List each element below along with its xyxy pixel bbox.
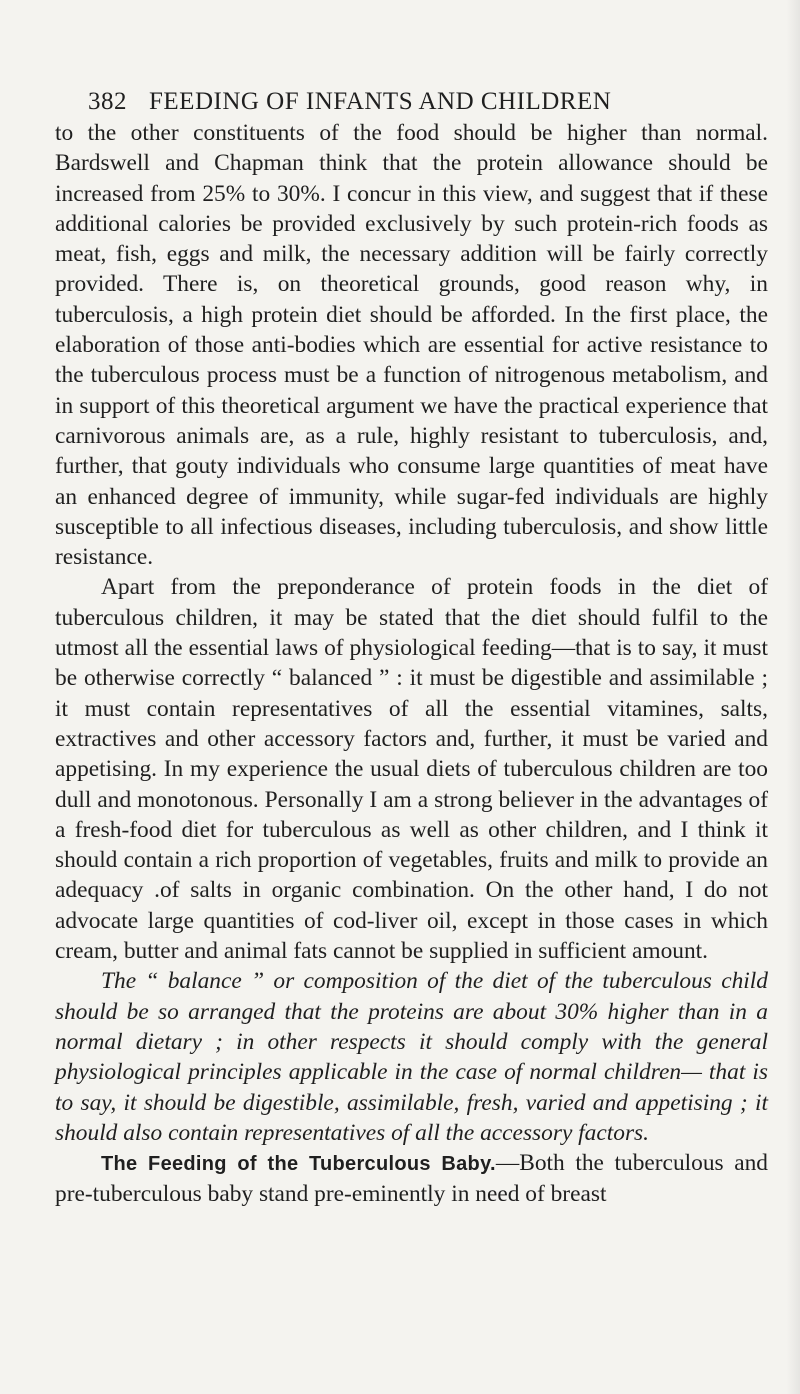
running-title: FEEDING OF INFANTS AND CHILDREN bbox=[149, 88, 612, 115]
paragraph-diet-laws: Apart from the preponderance of protein foods in the diet of tuberculous children, it may be stated that the diet should fulfil to the utmost all the essential laws of physiological feeding—that is to say, it must be otherwise correctly “ balanced ” : it must be digestible and assimilable ; it must contain representatives of all the essential vitamines, salts, extractives and other accessory factors and, further, it must be varied and appetising. In my experience the usual diets of tuberculous children are too dull and monotonous. Personally I am a strong believer in the advantages of a fresh-food diet for tuberculous as well as other children, and I think it should contain a rich proportion of vegetables, fruits and milk to provide an adequacy .of salts in organic combination. On the other hand, I do not advocate large quantities of cod-liver oil, except in those cases in which cream, butter and animal fats cannot be supplied in sufficient amount. bbox=[55, 574, 768, 965]
page-edge-shadow bbox=[786, 0, 800, 1394]
page-body bbox=[55, 118, 768, 1210]
paragraph-tuberculous-baby bbox=[55, 1148, 768, 1210]
paragraph-summary-italic: The “ balance ” or composition of the diet of the tuberculous child should be so arranged that the proteins are about 30% higher than in a normal dietary ; in other respects it should comply with the general physiological principles applicable in the case of normal children— that is to say, it should be digestible, assimilable, fresh, varied and appetising ; it should also contain representatives of all the accessory factors. bbox=[55, 968, 768, 1146]
section-text: —Both the tuberculous and pre-tuberculous baby stand pre-eminently in need of breast bbox=[55, 1150, 768, 1208]
page-number: 382 bbox=[88, 88, 127, 115]
paragraph-continued: to the other constituents of the food should be higher than normal. Bardswell and Chapman think that the protein allowance should be increased from 25% to 30%. I concur in this view, and suggest that if these additional calories be provided exclusively by such protein-rich foods as meat, fish, eggs and milk, the necessary addition will be fairly correctly provided. There is, on theoretical grounds, good reason why, in tuberculosis, a high protein diet should be afforded. In the first place, the elaboration of those anti-bodies which are essential for active resistance to the tuberculous process must be a function of nitrogenous metabolism, and in support of this theoretical argument we have the practical experience that carnivorous animals are, as a rule, highly resistant to tuberculosis, and, further, that gouty individuals who consume large quantities of meat have an enhanced degree of immunity, while sugar-fed individuals are highly susceptible to all infectious diseases, including tuberculosis, and show little resistance. bbox=[55, 120, 768, 571]
section-heading: The Feeding of the Tuberculous Baby. bbox=[101, 1153, 496, 1176]
running-header bbox=[88, 88, 768, 116]
